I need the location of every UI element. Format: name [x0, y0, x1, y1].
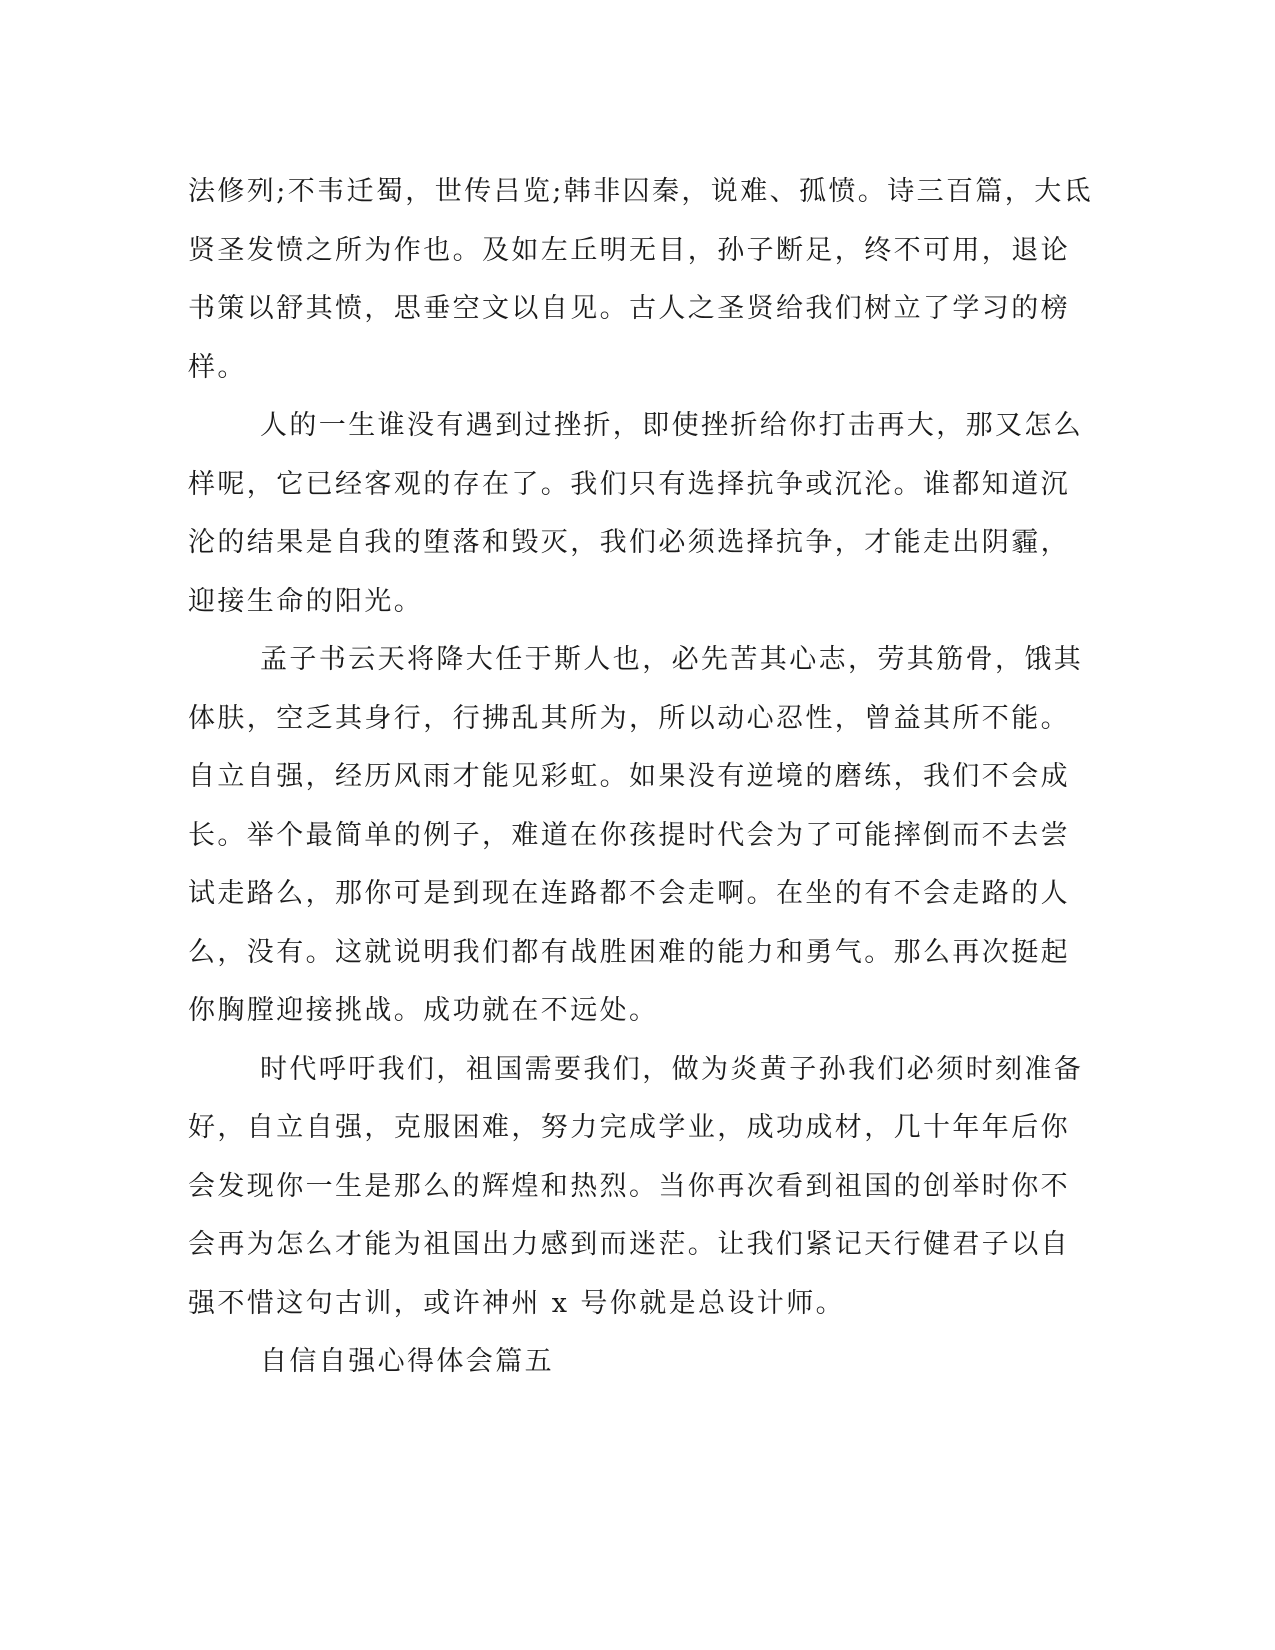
text-line: 人的一生谁没有遇到过挫折，即使挫折给你打击再大，那又怎么 — [260, 410, 1084, 441]
text-line: 书策以舒其愤，思垂空文以自见。古人之圣贤给我们树立了学习的榜 — [188, 293, 1070, 324]
text-line: 好，自立自强，克服困难，努力完成学业，成功成材，几十年年后你 — [188, 1112, 1070, 1143]
text-line: 贤圣发愤之所为作也。及如左丘明无目，孙子断足，终不可用，退论 — [188, 234, 1070, 266]
text-line: 法修列;不韦迁蜀，世传吕览;韩非囚秦，说难、孤愤。诗三百篇，大氐 — [188, 176, 1093, 207]
paragraph-3 — [188, 631, 1084, 1041]
text-line: 体肤，空乏其身行，行拂乱其所为，所以动心忍性，曾益其所不能。 — [188, 702, 1070, 734]
text-line: 迎接生命的阳光。 — [188, 585, 424, 617]
text-line: 你胸膛迎接挑战。成功就在不远处。 — [188, 995, 659, 1026]
text-line: 孟子书云天将降大任于斯人也，必先苦其心志，劳其筋骨，饿其 — [260, 644, 1084, 675]
text-line: 强不惜这句古训，或许神州 x 号你就是总设计师。 — [188, 1287, 845, 1319]
paragraph-4 — [188, 1041, 1084, 1334]
text-line: 时代呼吁我们，祖国需要我们，做为炎黄子孙我们必须时刻准备 — [260, 1053, 1084, 1085]
text-line: 么，没有。这就说明我们都有战胜困难的能力和勇气。那么再次挺起 — [188, 936, 1070, 968]
text-line: 长。举个最简单的例子，难道在你孩提时代会为了可能摔倒而不去尝 — [188, 819, 1070, 851]
paragraph-1 — [188, 163, 1093, 397]
document-body — [188, 163, 1093, 1392]
text-line: 样。 — [188, 351, 247, 383]
text-line: 自立自强，经历风雨才能见彩虹。如果没有逆境的磨练，我们不会成 — [188, 761, 1070, 792]
text-line: 会发现你一生是那么的辉煌和热烈。当你再次看到祖国的创举时你不 — [188, 1170, 1070, 1202]
text-line: 试走路么，那你可是到现在连路都不会走啊。在坐的有不会走路的人 — [188, 878, 1070, 909]
text-line: 会再为怎么才能为祖国出力感到而迷茫。让我们紧记天行健君子以自 — [188, 1229, 1070, 1260]
paragraph-2 — [188, 397, 1084, 631]
text-line: 样呢，它已经客观的存在了。我们只有选择抗争或沉沦。谁都知道沉 — [188, 468, 1070, 500]
section-heading: 自信自强心得体会篇五 — [260, 1346, 554, 1377]
text-line: 沦的结果是自我的堕落和毁灭，我们必须选择抗争，才能走出阴霾， — [188, 527, 1070, 558]
